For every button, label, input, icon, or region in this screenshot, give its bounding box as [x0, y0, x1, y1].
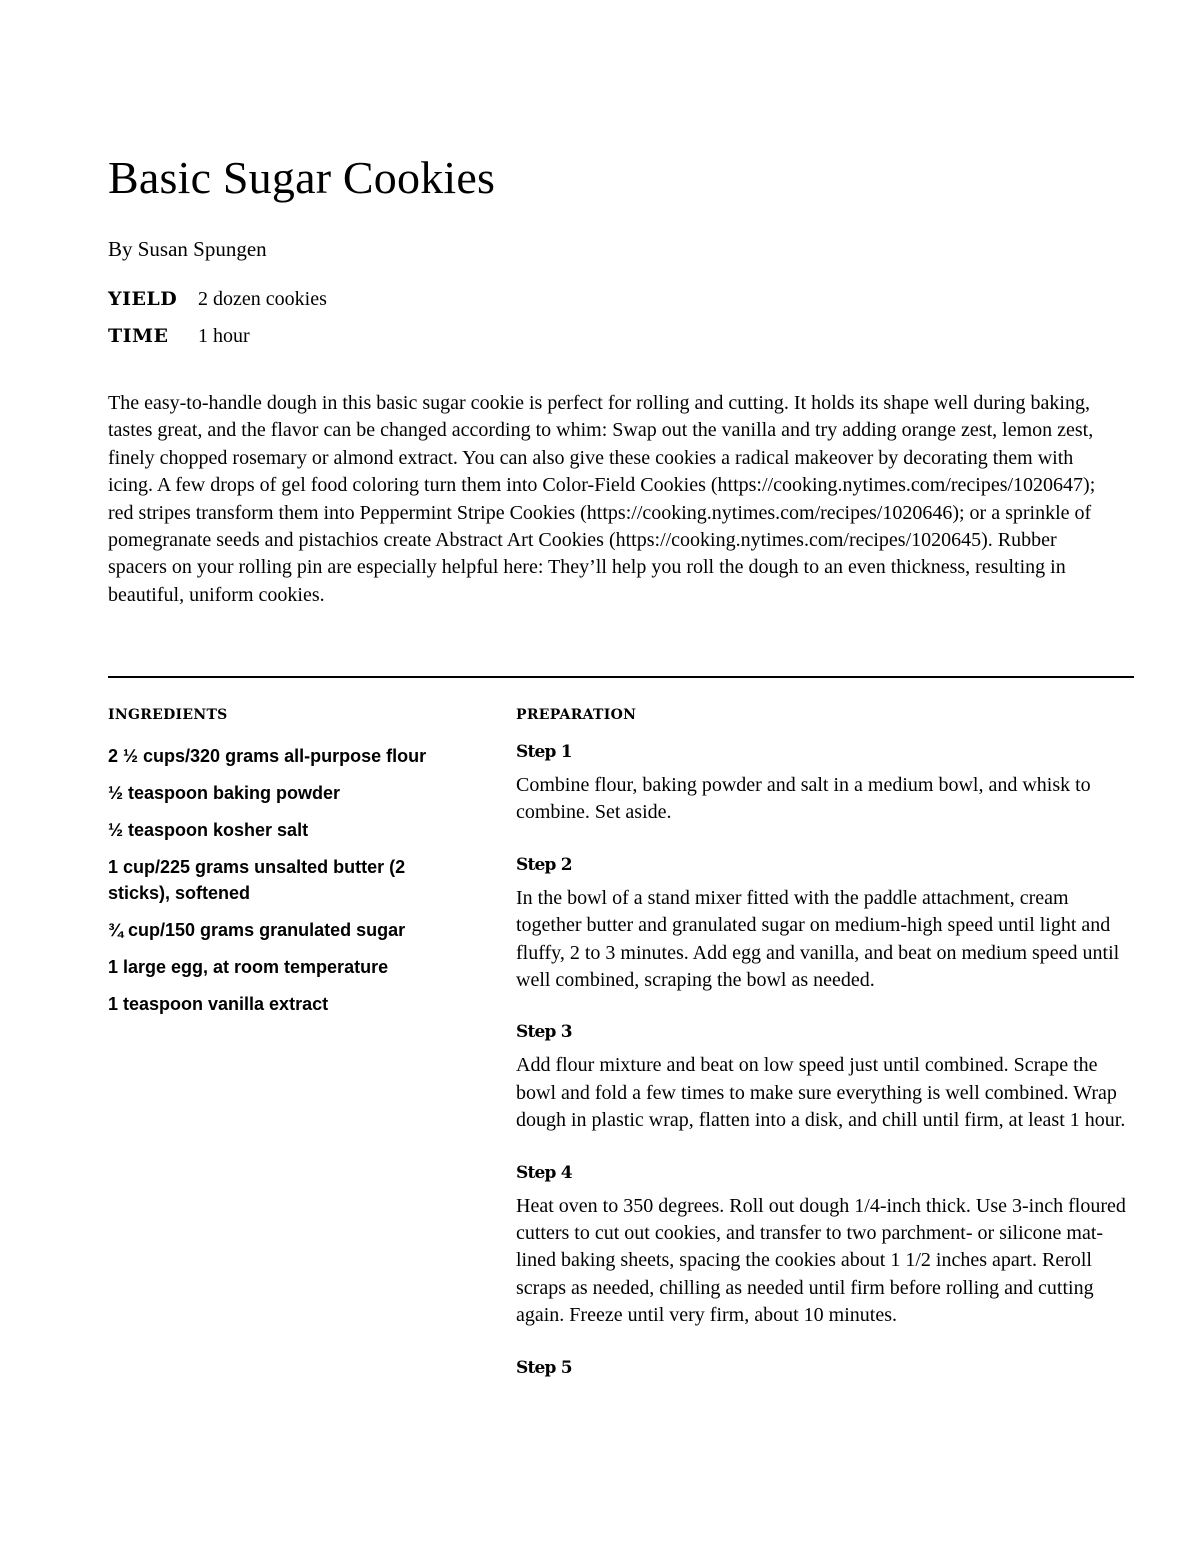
ingredients-section [108, 706, 468, 1028]
ingredient-item: ½ teaspoon baking powder [108, 783, 341, 803]
ingredient-item: 1 teaspoon vanilla extract [108, 994, 329, 1014]
time-label: TIME [108, 325, 169, 347]
step-1 [516, 740, 1134, 827]
recipe-title: Basic Sugar Cookies [108, 152, 496, 203]
ingredients-heading: INGREDIENTS [108, 707, 228, 723]
section-divider [108, 676, 1134, 678]
recipe-description: The easy-to-handle dough in this basic sugar cookie is perfect for rolling and cutting. It holds its shape well during baking, tastes great, and the flavor can be changed according to whim: Swap out the vanilla and try adding orange zest, lemon zest, finely chopped rosemary or almond extract. You can also give these cookies a radical makeover by decorating them with icing. A few drops of gel food coloring turn them into Color-Field Cookies (https://cooking.nytimes.com/recipes/1020647); red stripes transform them into Peppermint Stripe Cookies (https://cooking.nytimes.com/recipes/1020646); or a sprinkle of pomegranate seeds and pistachios create Abstract Art Cookies (https://cooking.nytimes.com/recipes/1020645). Rubber spacers on your rolling pin are especially helpful here: They’ll help you roll the dough to an even thickness, resulting in beautiful, uniform cookies. [108, 392, 1096, 606]
preparation-heading: PREPARATION [516, 707, 637, 723]
ingredient-item: ¾ cup/150 grams granulated sugar [108, 920, 406, 940]
recipe-byline: By Susan Spungen [108, 237, 267, 261]
ingredient-item: 2 ½ cups/320 grams all-purpose flour [108, 746, 427, 766]
step-5 [516, 1356, 1134, 1380]
step-title: Step 3 [516, 1022, 572, 1043]
recipe-meta [108, 288, 1134, 362]
yield-value: 2 dozen cookies [198, 288, 327, 310]
step-title: Step 1 [516, 742, 572, 762]
step-title: Step 2 [516, 854, 572, 875]
time-value: 1 hour [198, 325, 250, 347]
yield-row [108, 288, 1134, 325]
step-title: Step 4 [516, 1162, 572, 1183]
step-4 [516, 1161, 1134, 1330]
time-row [108, 325, 1134, 362]
ingredient-item: 1 cup/225 grams unsalted butter (2 sticks), softened [108, 857, 406, 903]
yield-label: YIELD [108, 288, 178, 310]
ingredient-item: 1 large egg, at room temperature [108, 957, 389, 977]
step-text: Heat oven to 350 degrees. Roll out dough 1/4-inch thick. Use 3-inch floured cutters to cut out cookies, and transfer to two parchment- or silicone mat-lined baking sheets, spacing the cookies about 1 1/2 inches apart. Reroll scraps as needed, chilling as needed until firm before rolling and cutting again. Freeze until very firm, about 10 minutes. [516, 1194, 1126, 1327]
step-title: Step 5 [516, 1357, 572, 1378]
step-3 [516, 1020, 1134, 1134]
step-2 [516, 853, 1134, 995]
preparation-section [516, 706, 1134, 1380]
step-text: Add flour mixture and beat on low speed just until combined. Scrape the bowl and fold a few times to make sure everything is well combined. Wrap dough in plastic wrap, flatten into a disk, and chill until firm, at least 1 hour. [516, 1054, 1126, 1132]
ingredient-list [108, 743, 468, 1017]
step-text: In the bowl of a stand mixer fitted with the paddle attachment, cream together butter and granulated sugar on medium-high speed until light and fluffy, 2 to 3 minutes. Add egg and vanilla, and beat on medium speed until well combined, scraping the bowl as needed. [516, 886, 1120, 992]
recipe-header [108, 150, 1134, 609]
step-text: Combine flour, baking powder and salt in a medium bowl, and whisk to combine. Set aside. [516, 774, 1091, 824]
ingredient-item: ½ teaspoon kosher salt [108, 820, 309, 840]
